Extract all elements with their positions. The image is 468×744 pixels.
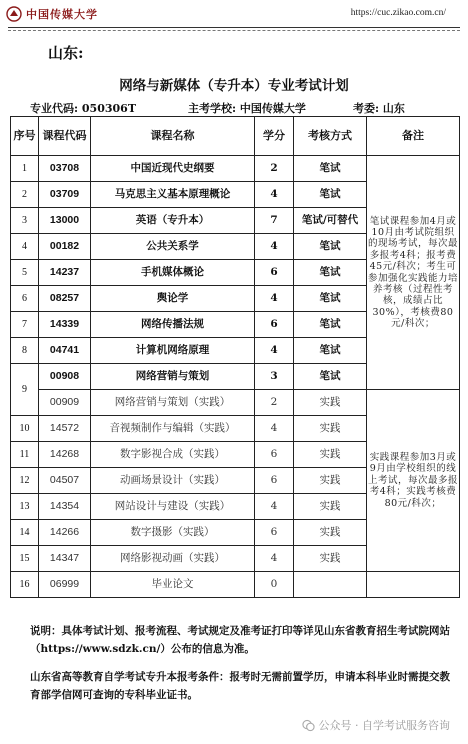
row-code: 00182 (39, 234, 91, 260)
row-course-name: 数字影视合成（实践） (91, 442, 255, 468)
row-credit: 7 (255, 208, 294, 234)
row-credit: 6 (255, 520, 294, 546)
header-divider (8, 27, 460, 28)
column-header-credit: 学分 (255, 117, 294, 156)
row-method: 实践 (294, 494, 367, 520)
remark-empty (367, 572, 460, 598)
row-credit: 4 (255, 338, 294, 364)
wechat-icon (302, 719, 315, 732)
row-course-name: 网络影视动画（实践） (91, 546, 255, 572)
row-credit: 6 (255, 312, 294, 338)
row-code: 14354 (39, 494, 91, 520)
row-seq: 16 (11, 572, 39, 598)
exam-committee: 考委: 山东 (353, 102, 405, 115)
row-seq: 13 (11, 494, 39, 520)
row-method: 笔试 (294, 182, 367, 208)
row-method: 实践 (294, 442, 367, 468)
row-code: 04507 (39, 468, 91, 494)
row-code: 08257 (39, 286, 91, 312)
table-header-row (11, 117, 460, 156)
row-credit: 6 (255, 442, 294, 468)
row-method (294, 572, 367, 598)
row-credit: 4 (255, 416, 294, 442)
row-seq: 12 (11, 468, 39, 494)
row-course-name: 网络传播法规 (91, 312, 255, 338)
row-credit: 6 (255, 468, 294, 494)
row-code: 14339 (39, 312, 91, 338)
row-course-name: 公共关系学 (91, 234, 255, 260)
row-seq: 11 (11, 442, 39, 468)
major-code: 专业代码: 050306T (30, 102, 136, 115)
column-header-remark: 备注 (367, 117, 460, 156)
row-seq: 7 (11, 312, 39, 338)
row-code: 03708 (39, 156, 91, 182)
wechat-watermark (302, 717, 451, 733)
row-credit: 4 (255, 546, 294, 572)
row-code: 00908 (39, 364, 91, 390)
row-credit: 4 (255, 234, 294, 260)
footer-note: 说明：具体考试计划、报考流程、考试规定及准考证打印等详见山东省教育招生考试院网站（https://www.sdzk.cn/）公布的信息为准。 (30, 625, 450, 656)
row-credit: 0 (255, 572, 294, 598)
row-credit: 2 (255, 390, 294, 416)
row-code: 14237 (39, 260, 91, 286)
university-emblem-icon (6, 6, 22, 22)
row-method: 笔试/可替代 (294, 208, 367, 234)
column-header-method: 考核方式 (294, 117, 367, 156)
row-seq: 2 (11, 182, 39, 208)
row-code: 04741 (39, 338, 91, 364)
row-method: 笔试 (294, 156, 367, 182)
row-method: 笔试 (294, 338, 367, 364)
major-meta (30, 100, 405, 116)
row-seq: 4 (11, 234, 39, 260)
row-course-name: 网络营销与策划（实践） (91, 390, 255, 416)
row-method: 笔试 (294, 234, 367, 260)
row-method: 实践 (294, 416, 367, 442)
university-logo (6, 4, 146, 24)
row-seq: 10 (11, 416, 39, 442)
row-course-name: 舆论学 (91, 286, 255, 312)
host-school: 主考学校: 中国传媒大学 (188, 102, 306, 115)
row-course-name: 音视频制作与编辑（实践） (91, 416, 255, 442)
table-row (11, 390, 460, 416)
row-credit: 4 (255, 182, 294, 208)
watermark-text: 公众号 · 自学考试服务咨询 (318, 719, 450, 732)
page-title: 网络与新媒体（专升本）专业考试计划 (119, 78, 349, 94)
column-header-code: 课程代码 (39, 117, 91, 156)
site-url[interactable]: https://cuc.zikao.com.cn/ (350, 8, 446, 18)
row-method: 实践 (294, 468, 367, 494)
table-row (11, 156, 460, 182)
row-code: 14572 (39, 416, 91, 442)
row-course-name: 网络营销与策划 (91, 364, 255, 390)
table-row (11, 572, 460, 598)
row-code: 14347 (39, 546, 91, 572)
row-course-name: 手机媒体概论 (91, 260, 255, 286)
row-method: 实践 (294, 546, 367, 572)
row-method: 笔试 (294, 312, 367, 338)
row-course-name: 英语（专升本） (91, 208, 255, 234)
row-method: 笔试 (294, 260, 367, 286)
row-credit: 3 (255, 364, 294, 390)
row-credit: 4 (255, 494, 294, 520)
logo-text: 中国传媒大学 (26, 8, 98, 21)
remark-practice-exam: 实践课程参加3月或9月由学校组织的线上考试，每次最多报考4科；实践考核费80元/科次； (367, 390, 460, 572)
row-code: 03709 (39, 182, 91, 208)
column-header-seq: 序号 (11, 117, 39, 156)
page-header (0, 0, 468, 28)
row-seq: 14 (11, 520, 39, 546)
row-seq: 1 (11, 156, 39, 182)
header-divider-dashed (8, 30, 460, 31)
row-method: 实践 (294, 520, 367, 546)
row-code: 13000 (39, 208, 91, 234)
row-code: 14266 (39, 520, 91, 546)
row-course-name: 网站设计与建设（实践） (91, 494, 255, 520)
row-course-name: 计算机网络原理 (91, 338, 255, 364)
remark-written-exam: 笔试课程参加4月或10月由考试院组织的现场考试，每次最多报考4科；报考费45元/科次；考生可参加强化实践能力培养考核（过程性考核，成绩占比30%），考核费80元/科次； (367, 156, 460, 390)
row-course-name: 中国近现代史纲要 (91, 156, 255, 182)
row-seq: 15 (11, 546, 39, 572)
column-header-name: 课程名称 (91, 117, 255, 156)
province-heading: 山东: (48, 44, 84, 62)
row-seq: 3 (11, 208, 39, 234)
row-method: 笔试 (294, 286, 367, 312)
row-course-name: 马克思主义基本原理概论 (91, 182, 255, 208)
row-credit: 2 (255, 156, 294, 182)
footer-condition: 山东省高等教育自学考试专升本报考条件：报考时无需前置学历，申请本科毕业时需提交教育部学信网可查询的专科毕业证书。 (30, 671, 450, 702)
row-code: 06999 (39, 572, 91, 598)
row-method: 笔试 (294, 364, 367, 390)
row-code: 14268 (39, 442, 91, 468)
row-seq: 8 (11, 338, 39, 364)
row-credit: 4 (255, 286, 294, 312)
row-credit: 6 (255, 260, 294, 286)
row-seq: 6 (11, 286, 39, 312)
exam-plan-table (10, 116, 460, 598)
row-course-name: 毕业论文 (91, 572, 255, 598)
row-seq: 5 (11, 260, 39, 286)
row-course-name: 数字摄影（实践） (91, 520, 255, 546)
row-course-name: 动画场景设计（实践） (91, 468, 255, 494)
row-code: 00909 (39, 390, 91, 416)
row-seq: 9 (11, 364, 39, 416)
row-method: 实践 (294, 390, 367, 416)
